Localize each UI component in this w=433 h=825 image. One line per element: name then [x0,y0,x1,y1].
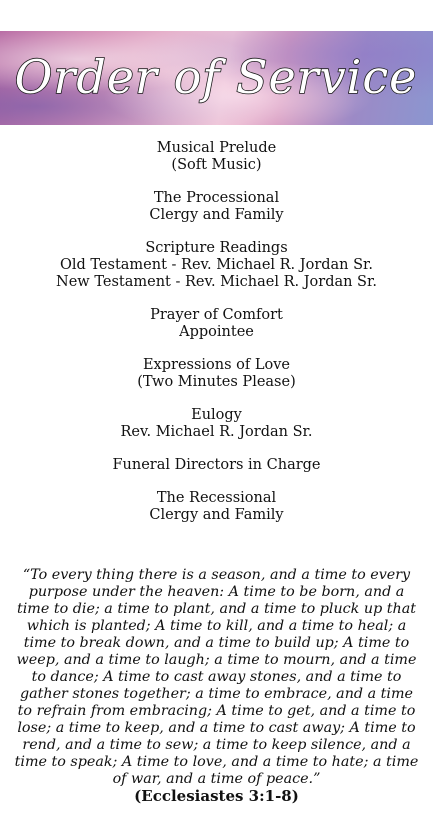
program-item-detail: (Two Minutes Please) [137,374,296,390]
program-item-detail: New Testament - Rev. Michael R. Jordan Sr. [56,274,377,290]
program-item-detail: Appointee [179,324,254,340]
program-item-detail: Clergy and Family [149,207,284,223]
program-item-detail: Rev. Michael R. Jordan Sr. [120,424,313,440]
header-banner [0,31,433,125]
program-item-title: Funeral Directors in Charge [112,457,321,473]
program-item-title: Scripture Readings [145,240,288,256]
program-item [0,407,433,441]
order-of-service-list [0,140,433,540]
program-item [0,357,433,391]
scripture-quote: “To every thing there is a season, and a time to every purpose under the heaven: A time to be born, and a time to die; a time to plant, and a time to pluck up that which is planted; A time to kill, and a time to heal; a time to break down, and a time to build up; A time to weep, and a time to laugh; a time to mourn, and a time to dance; A time to cast away stones, and a time to gather stones together; a time to embrace, and a time to refrain from embracing; A time to get, and a time to lose; a time to keep, and a time to cast away; A time to rend, and a time to sew; a time to keep silence, and a time to speak; A time to love, and a time to hate; a time of war, and a time of peace.” [14,567,419,787]
program-item [0,457,433,474]
program-item-title: Eulogy [191,407,242,423]
program-item-detail: (Soft Music) [171,157,262,173]
scripture-citation: (Ecclesiastes 3:1-8) [134,787,299,805]
program-item-detail: Old Testament - Rev. Michael R. Jordan Sr. [59,257,374,273]
program-item [0,190,433,224]
program-item-title: Prayer of Comfort [150,307,283,323]
page-title: Order of Service [14,50,418,104]
program-item-title: The Recessional [156,490,277,506]
program-item-title: The Processional [153,190,280,206]
banner-title-art [0,31,433,125]
program-item [0,140,433,174]
program-item [0,490,433,524]
program-item-detail: Clergy and Family [149,507,284,523]
program-item-title: Musical Prelude [156,140,277,156]
program-item-title: Expressions of Love [142,357,291,373]
program-item [0,307,433,341]
program-item [0,240,433,291]
